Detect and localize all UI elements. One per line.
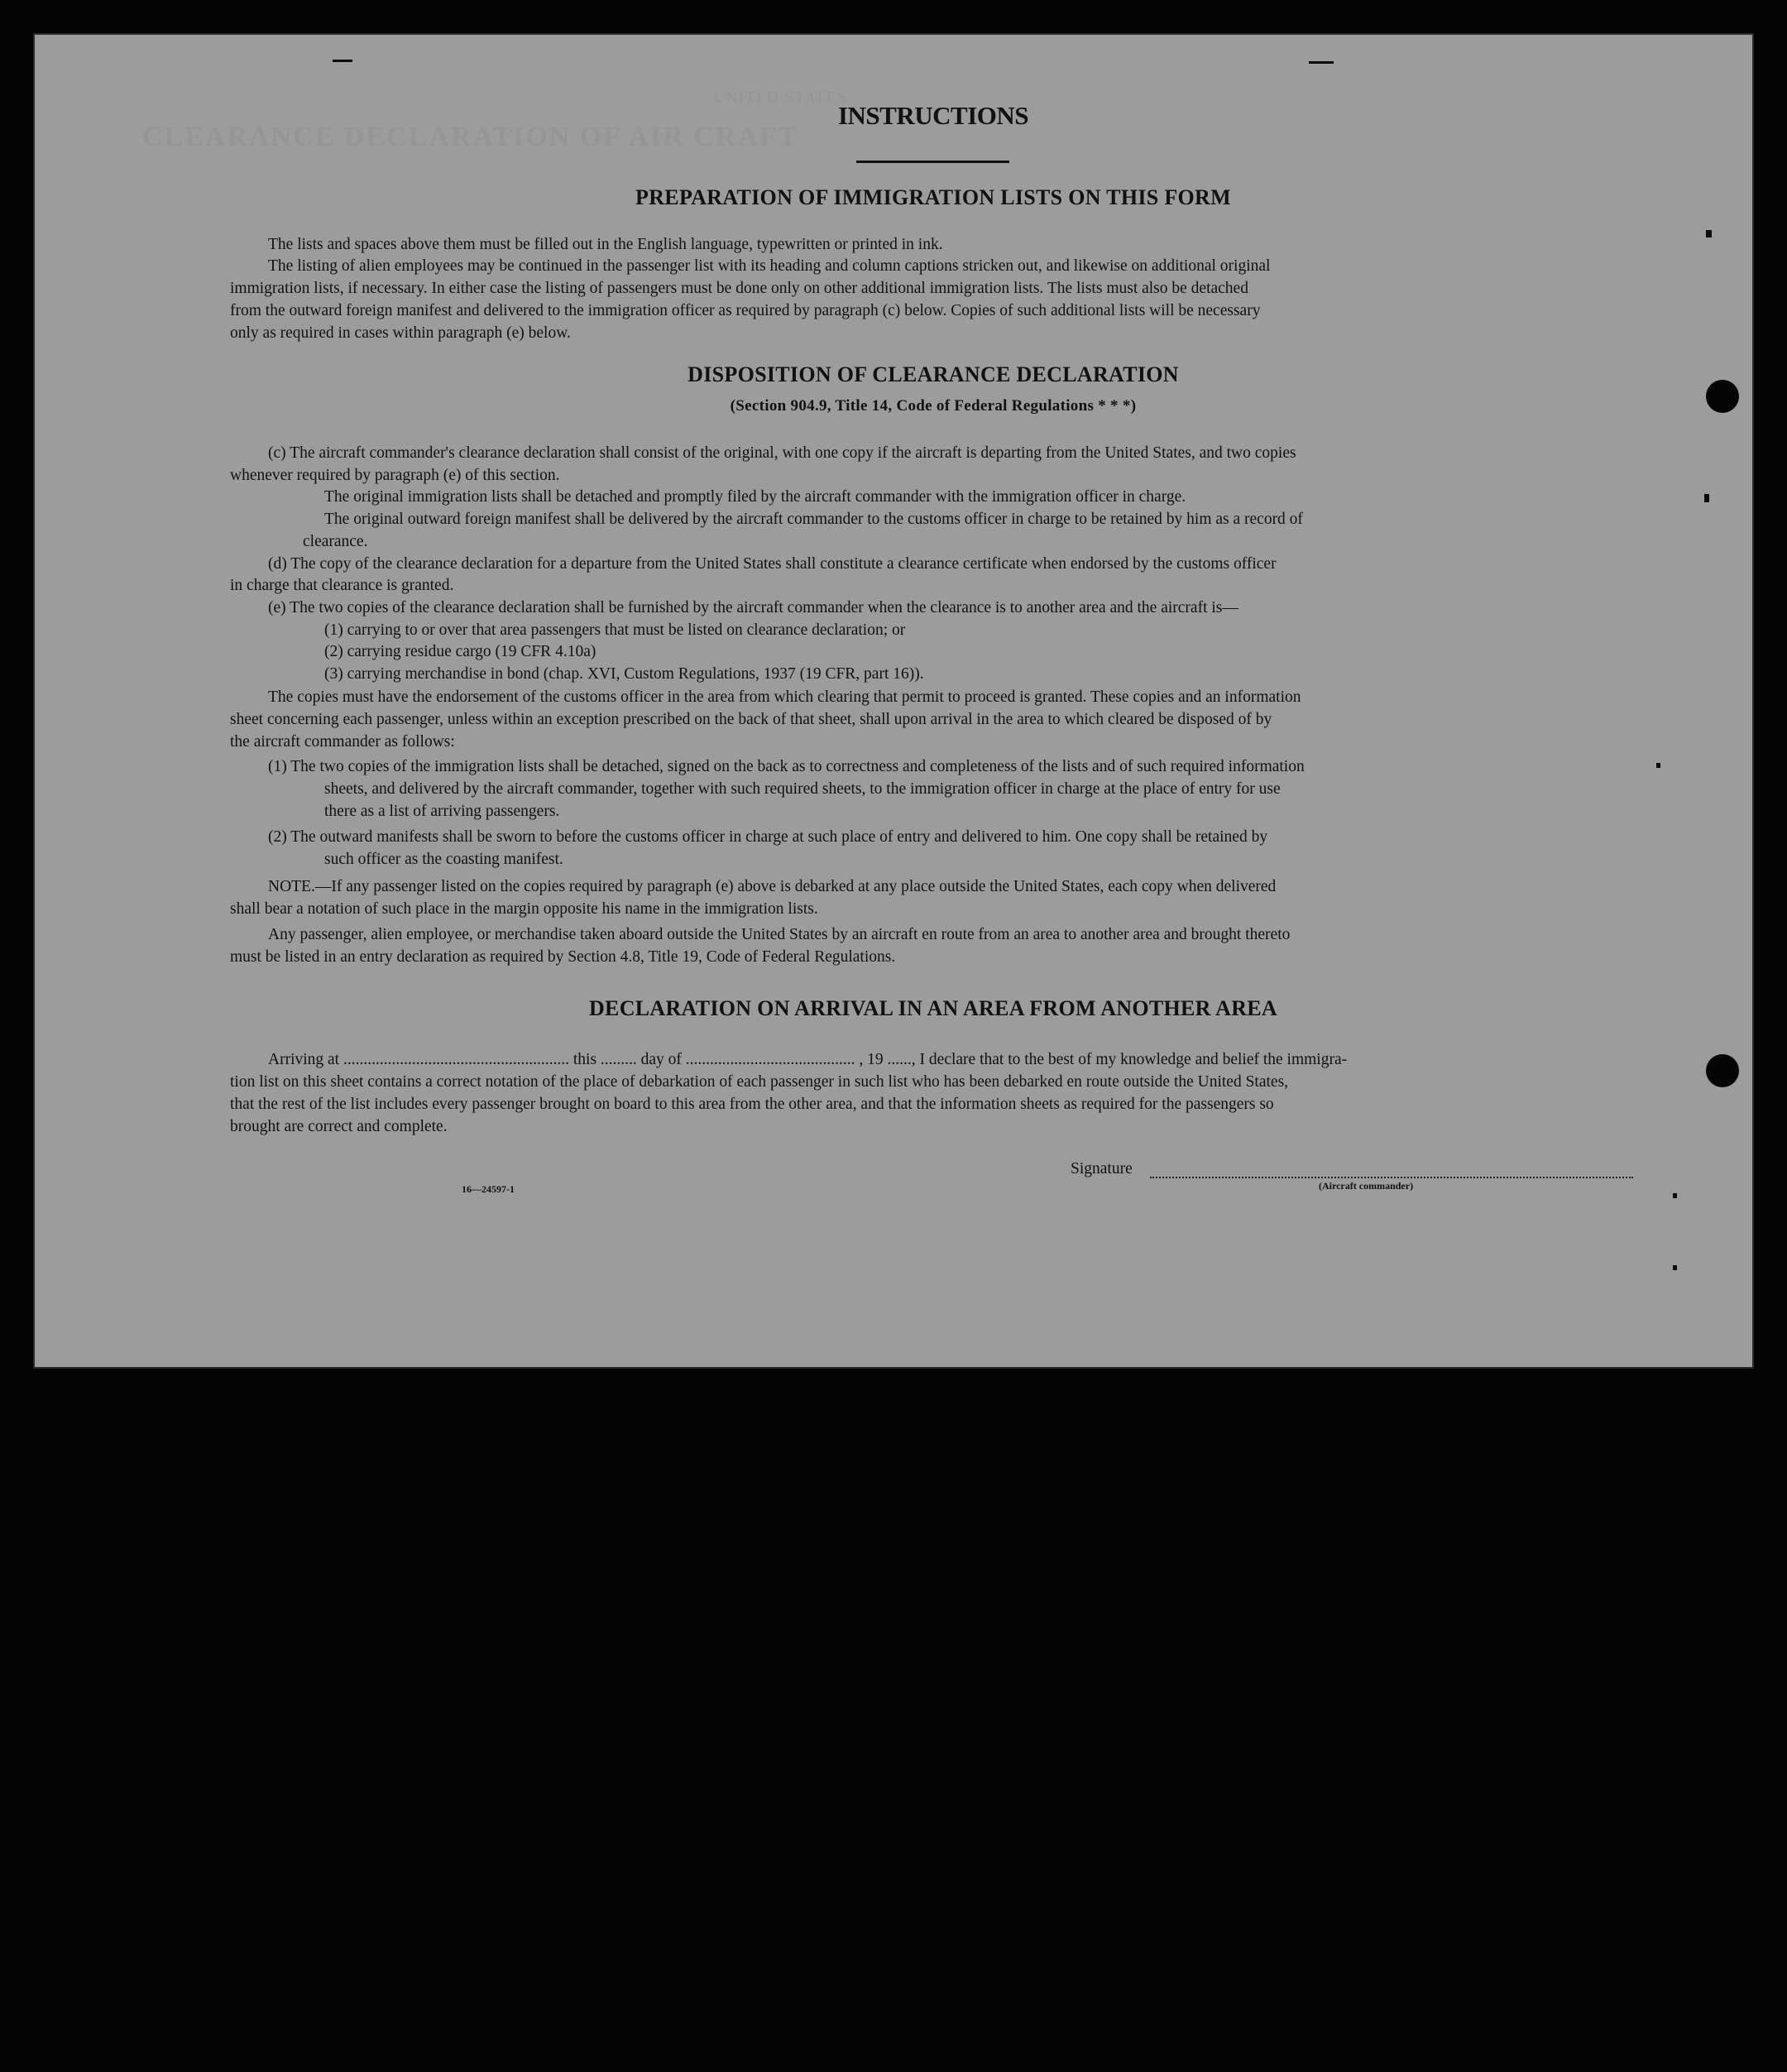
disposition-line: The original immigration lists shall be detached and promptly filed by the aircraft commander with the immigration officer in charge. [324, 488, 1186, 506]
disposition-line: (1) The two copies of the immigration lists shall be detached, signed on the back as to correctness and completeness of the lists and of such required information [268, 758, 1305, 775]
declaration-line: that the rest of the list includes every passenger brought on board to this area from the other area, and that the information sheets as required for the passengers so [230, 1096, 1274, 1113]
scan-speck [1704, 494, 1709, 502]
document-page [35, 35, 1752, 1367]
disposition-line: (1) carrying to or over that area passengers that must be listed on clearance declaration; or [324, 621, 906, 639]
disposition-note-line: NOTE.—If any passenger listed on the copies required by paragraph (e) above is debarked at any place outside the United States, each copy when delivered [268, 878, 1277, 895]
scan-speck [1656, 763, 1660, 768]
disposition-line: (d) The copy of the clearance declaration for a departure from the United States shall constitute a clearance certificate when endorsed by the customs officer [268, 555, 1277, 573]
scan-speck [1309, 61, 1334, 64]
declaration-heading: DECLARATION ON ARRIVAL IN AN AREA FROM ANOTHER AREA [588, 996, 1277, 1020]
preparation-line: immigration lists, if necessary. In either case the listing of passengers must be done only on other additional immigration lists. The lists must also be detached [230, 280, 1248, 297]
disposition-line: Any passenger, alien employee, or merchandise taken aboard outside the United States by an aircraft en route from an area to another area and brought thereto [268, 926, 1291, 943]
disposition-line: The original outward foreign manifest shall be delivered by the aircraft commander to the customs officer in charge to be retained by him as a record of [324, 511, 1303, 528]
form-number: 16—24597-1 [462, 1183, 515, 1195]
punch-hole [1706, 1054, 1739, 1087]
preparation-line: only as required in cases within paragraph (e) below. [230, 324, 571, 342]
title-underline [856, 161, 1009, 163]
disposition-citation: (Section 904.9, Title 14, Code of Federal Regulations * * *) [730, 397, 1137, 415]
disposition-line: (2) The outward manifests shall be sworn to before the customs officer in charge at such place of entry and delivered to him. One copy shall be retained by [268, 828, 1268, 846]
preparation-line: from the outward foreign manifest and delivered to the immigration officer as required by paragraph (c) below. Copies of such additional lists will be necessary [230, 302, 1261, 319]
disposition-line: clearance. [303, 533, 368, 550]
disposition-line: shall bear a notation of such place in the margin opposite his name in the immigration lists. [230, 900, 818, 918]
declaration-line: brought are correct and complete. [230, 1118, 448, 1135]
disposition-heading: DISPOSITION OF CLEARANCE DECLARATION [687, 362, 1179, 386]
signature-line[interactable] [1150, 1177, 1633, 1178]
declaration-line: tion list on this sheet contains a correct notation of the place of debarkation of each passenger in such list who has been debarked en route outside the United States, [230, 1073, 1289, 1091]
disposition-line: whenever required by paragraph (e) of this section. [230, 467, 560, 484]
disposition-line: such officer as the coasting manifest. [324, 851, 563, 868]
show-through-text: UNITED STATES [713, 89, 847, 107]
preparation-line: The lists and spaces above them must be filled out in the English language, typewritten or printed in ink. [268, 236, 943, 253]
preparation-heading: PREPARATION OF IMMIGRATION LISTS ON THIS FORM [635, 185, 1231, 209]
show-through-text: CLEARANCE DECLARATION OF AIR CRAFT [142, 122, 799, 152]
disposition-line: The copies must have the endorsement of the customs officer in the area from which clearing that permit to proceed is granted. These copies and an information [268, 688, 1301, 706]
disposition-line: (e) The two copies of the clearance declaration shall be furnished by the aircraft commander when the clearance is to another area and the aircraft is— [268, 599, 1238, 616]
document-title: INSTRUCTIONS [837, 101, 1028, 130]
disposition-line: (2) carrying residue cargo (19 CFR 4.10a) [324, 643, 596, 660]
scan-speck [1673, 1265, 1677, 1270]
disposition-line: must be listed in an entry declaration as required by Section 4.8, Title 19, Code of Federal Regulations. [230, 948, 896, 966]
scan-speck [1706, 230, 1712, 237]
signature-label: Signature [1071, 1160, 1133, 1177]
disposition-line: (3) carrying merchandise in bond (chap. XVI, Custom Regulations, 1937 (19 CFR, part 16)). [324, 665, 924, 683]
preparation-line: The listing of alien employees may be continued in the passenger list with its heading and column captions stricken out, and likewise on additional original [268, 257, 1271, 275]
disposition-line: there as a list of arriving passengers. [324, 803, 560, 820]
disposition-line: sheet concerning each passenger, unless within an exception prescribed on the back of that sheet, shall upon arrival in the area to which cleared be disposed of by [230, 711, 1272, 728]
declaration-line: Arriving at ........................................................ this ......... day of .......................................... , 19 ......, I declare that to the best of my knowledge and belief the immigra- [268, 1051, 1348, 1068]
disposition-line: (c) The aircraft commander's clearance declaration shall consist of the original, with one copy if the aircraft is departing from the United States, and two copies [268, 444, 1296, 462]
punch-hole [1706, 380, 1739, 413]
signature-caption: (Aircraft commander) [1319, 1180, 1414, 1192]
disposition-line: in charge that clearance is granted. [230, 577, 454, 594]
scan-speck [333, 60, 352, 62]
disposition-line: the aircraft commander as follows: [230, 733, 455, 751]
scan-speck [1673, 1193, 1677, 1198]
disposition-line: sheets, and delivered by the aircraft commander, together with such required sheets, to the immigration officer in charge at the place of entry for use [324, 780, 1281, 798]
